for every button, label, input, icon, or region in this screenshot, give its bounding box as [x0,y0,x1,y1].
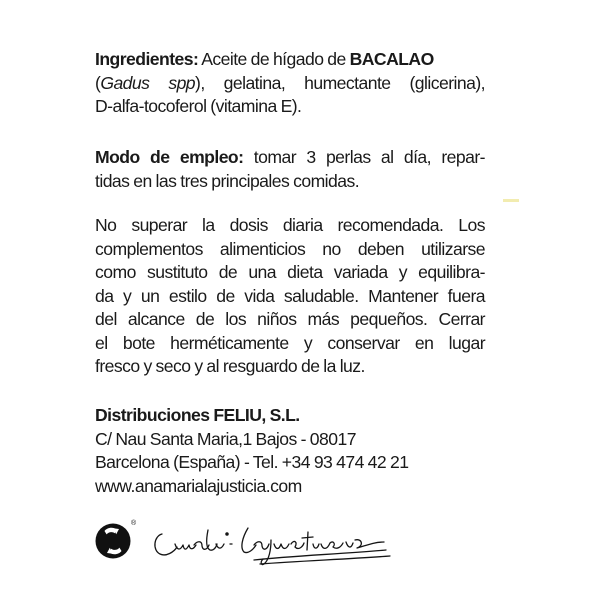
ingredients-line-2-rest: ), gelatina, humectante (glicerina), [195,72,485,93]
product-label [95,0,495,600]
usage-section [95,146,485,193]
warning-line: da y un estilo de vida saludable. Mantener fuera [95,285,485,306]
ingredients-species: Gadus spp [100,72,196,93]
warning-line: fresco y seco y al resguardo de la luz. [95,356,365,376]
ingredients-line-2: (Gadus spp), gelatina, humectante (glicerina), [95,72,485,93]
warning-line: No superar la dosis diaria recomendada. Los [95,215,485,235]
green-dot-recycling-icon [94,517,140,563]
distributor-name: Distribuciones FELIU, S.L. [95,405,300,425]
usage-label: Modo de empleo: [95,147,244,167]
usage-line-1 [95,146,485,170]
registered-mark: ® [131,520,137,527]
warning-line: del alcance de los niños más pequeños. Cerrar [95,309,485,329]
decorative-mark [503,199,519,202]
signature-image [150,520,392,568]
distributor-section [95,404,485,498]
ingredients-text: Aceite de hígado de [198,49,350,69]
warning-line: complementos alimenticios no deben utilizarse [95,238,485,259]
distributor-address: C/ Nau Santa Maria,1 Bajos - 08017 [95,428,356,449]
usage-line-2: tidas en las tres principales comidas. [95,170,360,191]
warning-line: como sustituto de una dieta variada y equilibra- [95,262,485,282]
distributor-website[interactable]: www.anamarialajusticia.com [95,475,302,496]
ingredients-section [95,48,485,119]
usage-line-1-rest: tomar 3 perlas al día, repar- [243,147,485,167]
ingredients-line-3: D-alfa-tocoferol (vitamina E). [95,96,302,116]
warning-line: el bote herméticamente y conservar en lugar [95,332,485,353]
ingredients-highlight: BACALAO [349,49,434,69]
distributor-city-phone: Barcelona (España) - Tel. +34 93 474 42 21 [95,452,409,472]
ingredients-label: Ingredientes: [95,49,199,69]
warning-section [95,214,485,379]
signature-text: Ana María Lajusticia [150,520,160,521]
ingredients-line-1 [95,48,485,72]
